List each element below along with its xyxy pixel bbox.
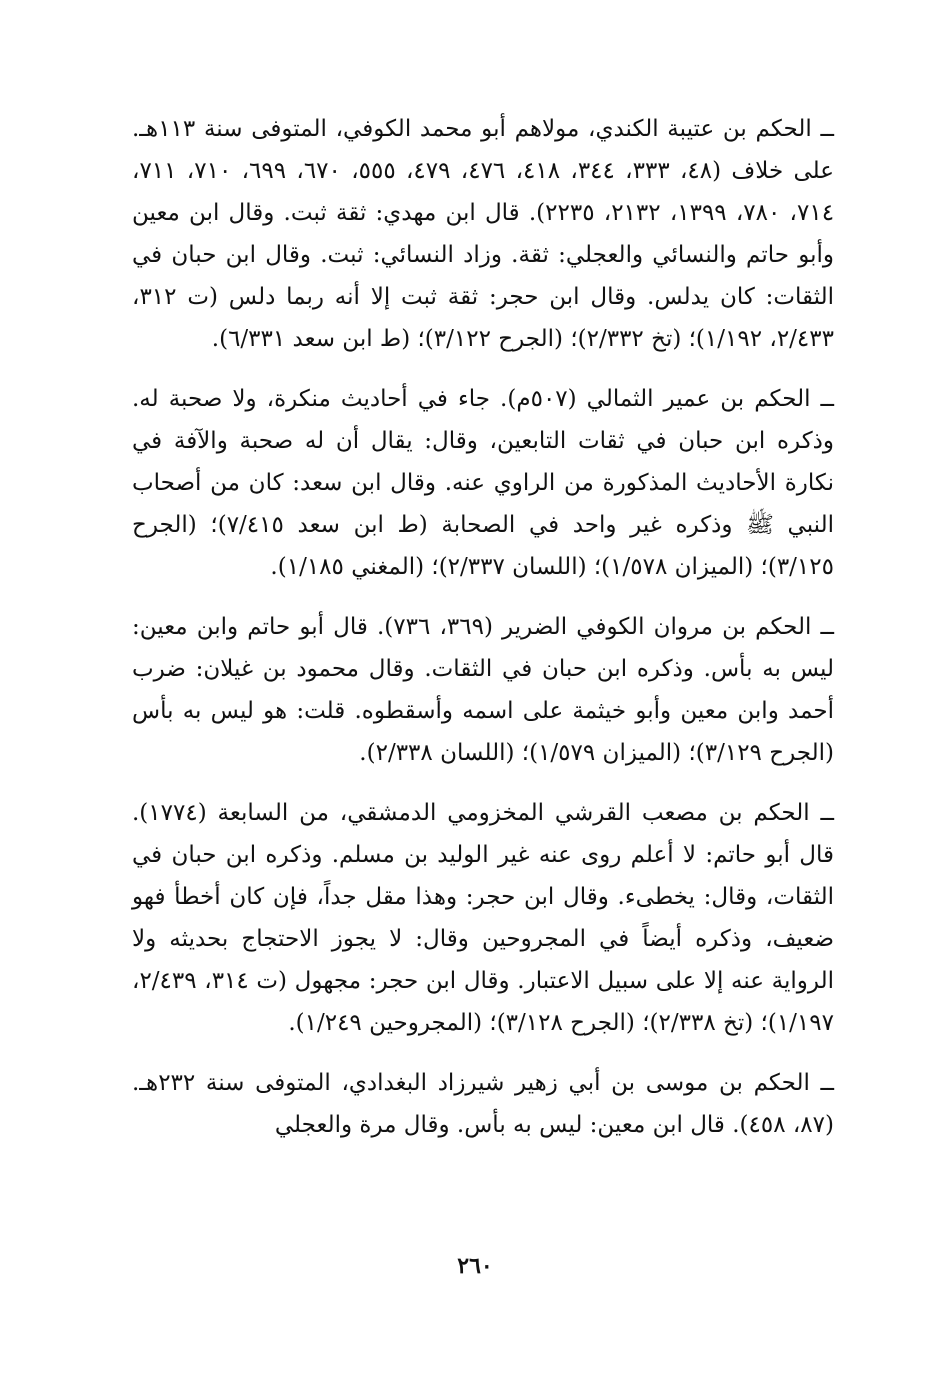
page-number: ٢٦٠ xyxy=(457,1253,493,1279)
page-body xyxy=(132,108,834,1164)
narrator-entry: ــ الحكم بن عمير الثمالي (٥٠٧م). جاء في أحاديث منكرة، ولا صحبة له. وذكره ابن حبان في ثقات التابعين، وقال: يقال أن له صحبة والآفة في نكارة الأحاديث المذكورة من الراوي عنه. وقال ابن سعد: كان من أصحاب النبي ﷺ وذكره غير واحد في الصحابة (ط ابن سعد ٧/٤١٥)؛ (الجرح ٣/١٢٥)؛ (الميزان ١/٥٧٨)؛ (اللسان ٢/٣٣٧)؛ (المغني ١/١٨٥). xyxy=(132,386,835,580)
narrator-entry: ــ الحكم بن موسى بن أبي زهير شيرزاد البغدادي، المتوفى سنة ٢٣٢هـ. (٨٧، ٤٥٨). قال ابن معين: ليس به بأس. وقال مرة والعجلي xyxy=(132,1070,834,1138)
narrator-entry: ــ الحكم بن مصعب القرشي المخزومي الدمشقي، من السابعة (١٧٧٤). قال أبو حاتم: لا أعلم روى عنه غير الوليد بن مسلم. وذكره ابن حبان في الثقات، وقال: يخطىء. وقال ابن حجر: وهذا مقل جداً، فإن كان أخطأ فهو ضعيف، وذكره أيضاً في المجروحين وقال: لا يجوز الاحتجاج بحديثه ولا الرواية عنه إلا على سبيل الاعتبار. وقال ابن حجر: مجهول (ت ٣١٤، ٢/٤٣٩، ١/١٩٧)؛ (تخ ٢/٣٣٨)؛ (الجرح ٣/١٢٨)؛ (المجروحين ١/٢٤٩). xyxy=(132,800,835,1036)
narrator-entry: ــ الحكم بن عتيبة الكندي، مولاهم أبو محمد الكوفي، المتوفى سنة ١١٣هـ. على خلاف (٤٨، ٣٣٣، ٣٤٤، ٤١٨، ٤٧٦، ٤٧٩، ٥٥٥، ٦٧٠، ٦٩٩، ٧١٠، ٧١١، ٧١٤، ٧٨٠، ١٣٩٩، ٢١٣٢، ٢٢٣٥). قال ابن مهدي: ثقة ثبت. وقال ابن معين وأبو حاتم والنسائي والعجلي: ثقة. وزاد النسائي: ثبت. وقال ابن حبان في الثقات: كان يدلس. وقال ابن حجر: ثقة ثبت إلا أنه ربما دلس (ت ٣١٢، ٢/٤٣٣، ١/١٩٢)؛ (تخ ٢/٣٣٢)؛ (الجرح ٣/١٢٢)؛ (ط ابن سعد ٦/٣٣١). xyxy=(132,116,835,352)
narrator-entry: ــ الحكم بن مروان الكوفي الضرير (٣٦٩، ٧٣٦). قال أبو حاتم وابن معين: ليس به بأس. وذكره ابن حبان في الثقات. وقال محمود بن غيلان: ضرب أحمد وابن معين وأبو خيثمة على اسمه وأسقطوه. قلت: هو ليس به بأس (الجرح ٣/١٢٩)؛ (الميزان ١/٥٧٩)؛ (اللسان ٢/٣٣٨). xyxy=(132,614,835,766)
